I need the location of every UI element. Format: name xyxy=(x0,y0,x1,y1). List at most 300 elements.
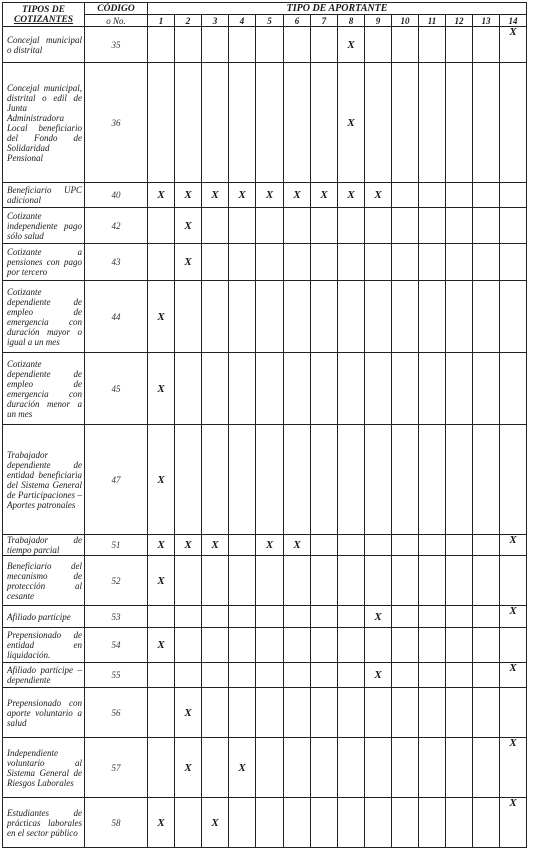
aportante-cell-14 xyxy=(500,688,527,738)
aportante-cell-1 xyxy=(148,738,175,798)
cotizante-type-cell: Prepensionado con aporte voluntario a salud xyxy=(3,688,85,738)
x-mark: X xyxy=(184,256,192,268)
aportante-cell-4 xyxy=(229,606,256,628)
aportante-cell-5 xyxy=(256,663,284,688)
aportante-cell-8 xyxy=(338,27,365,63)
aportante-cell-12 xyxy=(446,281,473,353)
cotizante-type-cell: Cotizante independiente pago sólo salud xyxy=(3,208,85,244)
aportante-cell-11 xyxy=(419,628,446,663)
table-row xyxy=(3,606,527,628)
table-row xyxy=(3,281,527,353)
x-mark: X xyxy=(157,189,165,201)
aportante-cell-8 xyxy=(338,556,365,606)
x-mark: X xyxy=(184,539,192,551)
cotizante-type-cell: Estudiantes de prácticas laborales en el sector público xyxy=(3,798,85,848)
aportante-cell-7 xyxy=(311,353,338,425)
table-row xyxy=(3,353,527,425)
column-number-10: 10 xyxy=(392,15,419,27)
aportante-cell-6 xyxy=(284,183,311,208)
aportante-cell-4 xyxy=(229,556,256,606)
table-body xyxy=(3,27,527,848)
aportante-cell-2 xyxy=(175,798,202,848)
aportante-cell-9 xyxy=(365,663,392,688)
x-mark: X xyxy=(374,610,382,623)
codigo-cell: 55 xyxy=(85,663,148,688)
aportante-cell-7 xyxy=(311,738,338,798)
x-mark: X xyxy=(509,605,517,617)
aportante-cell-10 xyxy=(392,281,419,353)
aportante-cell-7 xyxy=(311,63,338,183)
x-mark: X xyxy=(509,534,517,546)
aportante-cell-12 xyxy=(446,27,473,63)
aportante-cell-1 xyxy=(148,606,175,628)
cotizante-type-cell: Afiliado partícipe xyxy=(3,606,85,628)
aportante-cell-6 xyxy=(284,353,311,425)
aportante-cell-12 xyxy=(446,535,473,556)
aportante-cell-9 xyxy=(365,183,392,208)
x-mark: X xyxy=(211,189,219,201)
aportante-cell-3 xyxy=(202,183,229,208)
aportante-cell-8 xyxy=(338,798,365,848)
header-codigo xyxy=(85,3,148,15)
aportante-cell-9 xyxy=(365,738,392,798)
codigo-cell: 36 xyxy=(85,63,148,183)
aportante-cell-14 xyxy=(500,663,527,688)
aportante-cell-5 xyxy=(256,628,284,663)
aportante-cell-13 xyxy=(473,535,500,556)
aportante-cell-6 xyxy=(284,798,311,848)
cotizante-type-cell: Cotizante dependiente de empleo de emergencia con duración menor a un mes xyxy=(3,353,85,425)
aportante-cell-8 xyxy=(338,281,365,353)
aportante-cell-10 xyxy=(392,183,419,208)
aportante-cell-11 xyxy=(419,27,446,63)
cotizante-type-cell: Afiliado partícipe – dependiente xyxy=(3,663,85,688)
x-mark: X xyxy=(157,639,165,651)
aportante-cell-13 xyxy=(473,425,500,535)
aportante-cell-1 xyxy=(148,798,175,848)
aportante-cell-13 xyxy=(473,688,500,738)
column-number-2: 2 xyxy=(175,15,202,27)
aportante-cell-11 xyxy=(419,738,446,798)
aportante-cell-4 xyxy=(229,244,256,281)
aportante-cell-14 xyxy=(500,63,527,183)
aportante-cell-6 xyxy=(284,556,311,606)
aportante-cell-13 xyxy=(473,738,500,798)
aportante-cell-7 xyxy=(311,425,338,535)
codigo-cell: 43 xyxy=(85,244,148,281)
aportante-cell-7 xyxy=(311,798,338,848)
x-mark: X xyxy=(184,706,192,719)
aportante-cell-4 xyxy=(229,353,256,425)
aportante-cell-9 xyxy=(365,353,392,425)
aportante-cell-8 xyxy=(338,63,365,183)
aportante-cell-10 xyxy=(392,688,419,738)
aportante-cell-2 xyxy=(175,556,202,606)
codigo-cell: 42 xyxy=(85,208,148,244)
table-row xyxy=(3,535,527,556)
table-row xyxy=(3,208,527,244)
aportante-cell-11 xyxy=(419,63,446,183)
x-mark: X xyxy=(374,669,382,681)
aportante-cell-6 xyxy=(284,208,311,244)
aportante-cell-10 xyxy=(392,27,419,63)
aportante-cell-14 xyxy=(500,425,527,535)
cotizante-type-cell: Cotizante dependiente de empleo de emergencia con duración mayor o igual a un mes xyxy=(3,281,85,353)
column-number-8: 8 xyxy=(338,15,365,27)
x-mark: X xyxy=(509,26,517,38)
x-mark: X xyxy=(320,189,328,201)
aportante-cell-13 xyxy=(473,606,500,628)
aportante-cell-14 xyxy=(500,27,527,63)
table-row xyxy=(3,663,527,688)
x-mark: X xyxy=(347,38,355,51)
aportante-cell-9 xyxy=(365,208,392,244)
codigo-cell: 58 xyxy=(85,798,148,848)
aportante-cell-9 xyxy=(365,63,392,183)
aportante-cell-13 xyxy=(473,183,500,208)
aportante-cell-5 xyxy=(256,208,284,244)
cotizante-type-cell: Trabajador dependiente de entidad beneficiaria del Sistema General de Participaciones – Aportes patronales xyxy=(3,425,85,535)
aportante-cell-8 xyxy=(338,606,365,628)
aportante-cell-13 xyxy=(473,798,500,848)
table-row xyxy=(3,798,527,848)
aportante-cell-6 xyxy=(284,281,311,353)
aportante-cell-2 xyxy=(175,688,202,738)
aportante-cell-2 xyxy=(175,628,202,663)
aportante-cell-3 xyxy=(202,628,229,663)
aportante-cell-1 xyxy=(148,556,175,606)
aportante-cell-11 xyxy=(419,244,446,281)
table-row xyxy=(3,628,527,663)
x-mark: X xyxy=(157,310,165,323)
aportante-cell-3 xyxy=(202,425,229,535)
cotizante-type-cell: Beneficiario UPC adicional xyxy=(3,183,85,208)
aportante-cell-10 xyxy=(392,63,419,183)
aportante-cell-2 xyxy=(175,353,202,425)
aportante-cell-3 xyxy=(202,535,229,556)
aportante-cell-5 xyxy=(256,353,284,425)
aportante-cell-3 xyxy=(202,663,229,688)
aportante-cell-8 xyxy=(338,688,365,738)
aportante-cell-11 xyxy=(419,281,446,353)
aportante-cell-12 xyxy=(446,556,473,606)
aportante-cell-4 xyxy=(229,688,256,738)
aportante-cell-13 xyxy=(473,208,500,244)
codigo-cell: 45 xyxy=(85,353,148,425)
aportante-cell-11 xyxy=(419,535,446,556)
table-row xyxy=(3,183,527,208)
aportante-cell-8 xyxy=(338,738,365,798)
aportante-cell-5 xyxy=(256,244,284,281)
aportante-cell-1 xyxy=(148,688,175,738)
aportante-cell-7 xyxy=(311,556,338,606)
x-mark: X xyxy=(265,189,274,201)
aportante-cell-10 xyxy=(392,798,419,848)
aportante-cell-3 xyxy=(202,208,229,244)
aportante-cell-14 xyxy=(500,353,527,425)
cotizante-type-cell: Beneficiario del mecanismo de protección al cesante xyxy=(3,556,85,606)
x-mark: X xyxy=(238,189,246,201)
table-row xyxy=(3,27,527,63)
header-tipos-line2: COTIZANTES xyxy=(13,14,74,25)
aportante-cell-8 xyxy=(338,208,365,244)
aportante-cell-13 xyxy=(473,353,500,425)
codigo-cell: 44 xyxy=(85,281,148,353)
aportante-cell-12 xyxy=(446,688,473,738)
aportante-cell-9 xyxy=(365,281,392,353)
aportante-cell-2 xyxy=(175,663,202,688)
x-mark: X xyxy=(211,816,219,829)
codigo-cell: 52 xyxy=(85,556,148,606)
header-tipos-line1: TIPOS DE xyxy=(21,4,66,15)
x-mark: X xyxy=(238,761,246,774)
aportante-cell-2 xyxy=(175,535,202,556)
aportante-cell-11 xyxy=(419,556,446,606)
cotizante-type-cell: Cotizante a pensiones con pago por tercero xyxy=(3,244,85,281)
x-mark: X xyxy=(157,574,165,587)
aportante-cell-4 xyxy=(229,27,256,63)
aportante-cell-11 xyxy=(419,353,446,425)
aportante-cell-9 xyxy=(365,535,392,556)
aportante-cell-5 xyxy=(256,425,284,535)
aportante-cell-3 xyxy=(202,556,229,606)
aportante-cell-12 xyxy=(446,628,473,663)
aportante-cell-5 xyxy=(256,63,284,183)
column-number-13: 13 xyxy=(473,15,500,27)
aportante-cell-10 xyxy=(392,244,419,281)
column-number-4: 4 xyxy=(229,15,256,27)
aportante-cell-2 xyxy=(175,738,202,798)
aportante-cell-10 xyxy=(392,556,419,606)
aportante-cell-5 xyxy=(256,688,284,738)
aportante-cell-7 xyxy=(311,183,338,208)
aportante-cell-1 xyxy=(148,535,175,556)
x-mark: X xyxy=(157,539,165,551)
codigo-cell: 54 xyxy=(85,628,148,663)
aportante-cell-9 xyxy=(365,244,392,281)
aportante-cell-7 xyxy=(311,535,338,556)
aportante-cell-13 xyxy=(473,628,500,663)
x-mark: X xyxy=(184,219,192,232)
aportante-cell-10 xyxy=(392,353,419,425)
column-number-9: 9 xyxy=(365,15,392,27)
aportante-cell-10 xyxy=(392,738,419,798)
aportante-cell-5 xyxy=(256,535,284,556)
aportante-cell-6 xyxy=(284,606,311,628)
aportante-cell-4 xyxy=(229,535,256,556)
aportante-cell-2 xyxy=(175,425,202,535)
codigo-cell: 53 xyxy=(85,606,148,628)
aportante-cell-2 xyxy=(175,208,202,244)
aportante-cell-5 xyxy=(256,798,284,848)
aportante-cell-13 xyxy=(473,63,500,183)
header-codigo-no: o No. xyxy=(85,15,148,27)
codigo-cell: 57 xyxy=(85,738,148,798)
aportante-cell-5 xyxy=(256,183,284,208)
cotizante-type-cell: Independiente voluntario al Sistema General de Riesgos Laborales xyxy=(3,738,85,798)
aportante-cell-1 xyxy=(148,353,175,425)
column-number-1: 1 xyxy=(148,15,175,27)
aportante-cell-12 xyxy=(446,425,473,535)
aportante-cell-4 xyxy=(229,183,256,208)
aportante-cell-6 xyxy=(284,663,311,688)
aportante-cell-3 xyxy=(202,688,229,738)
aportante-cell-8 xyxy=(338,663,365,688)
aportante-cell-5 xyxy=(256,556,284,606)
aportante-cell-9 xyxy=(365,425,392,535)
table-row xyxy=(3,556,527,606)
aportante-cell-2 xyxy=(175,27,202,63)
aportante-cell-2 xyxy=(175,63,202,183)
x-mark: X xyxy=(509,797,517,809)
column-number-11: 11 xyxy=(419,15,446,27)
aportante-cell-12 xyxy=(446,738,473,798)
aportante-cell-2 xyxy=(175,244,202,281)
aportante-cell-9 xyxy=(365,556,392,606)
codigo-cell: 56 xyxy=(85,688,148,738)
cotizante-type-cell: Concejal municipal o distrital xyxy=(3,27,85,63)
cotizantes-aportante-table xyxy=(2,2,527,848)
aportante-cell-1 xyxy=(148,63,175,183)
aportante-cell-13 xyxy=(473,556,500,606)
x-mark: X xyxy=(374,189,382,201)
aportante-cell-1 xyxy=(148,425,175,535)
aportante-cell-10 xyxy=(392,208,419,244)
x-mark: X xyxy=(157,816,165,829)
aportante-cell-8 xyxy=(338,183,365,208)
aportante-cell-14 xyxy=(500,281,527,353)
column-number-5: 5 xyxy=(256,15,284,27)
aportante-cell-12 xyxy=(446,183,473,208)
table-row xyxy=(3,244,527,281)
aportante-cell-10 xyxy=(392,606,419,628)
x-mark: X xyxy=(293,539,301,551)
aportante-cell-1 xyxy=(148,183,175,208)
aportante-cell-1 xyxy=(148,244,175,281)
aportante-cell-8 xyxy=(338,353,365,425)
aportante-cell-9 xyxy=(365,628,392,663)
aportante-cell-4 xyxy=(229,63,256,183)
aportante-cell-11 xyxy=(419,425,446,535)
cotizante-type-cell: Prepensionado de entidad en liquidación. xyxy=(3,628,85,663)
table-row xyxy=(3,688,527,738)
aportante-cell-2 xyxy=(175,183,202,208)
aportante-cell-14 xyxy=(500,535,527,556)
codigo-cell: 40 xyxy=(85,183,148,208)
aportante-cell-12 xyxy=(446,63,473,183)
aportante-cell-12 xyxy=(446,353,473,425)
aportante-cell-2 xyxy=(175,606,202,628)
aportante-cell-14 xyxy=(500,183,527,208)
column-number-3: 3 xyxy=(202,15,229,27)
column-number-7: 7 xyxy=(311,15,338,27)
aportante-cell-7 xyxy=(311,628,338,663)
x-mark: X xyxy=(293,189,301,201)
table-row xyxy=(3,63,527,183)
aportante-cell-14 xyxy=(500,738,527,798)
codigo-cell: 35 xyxy=(85,27,148,63)
aportante-cell-1 xyxy=(148,27,175,63)
aportante-cell-11 xyxy=(419,798,446,848)
aportante-cell-14 xyxy=(500,556,527,606)
aportante-cell-12 xyxy=(446,663,473,688)
aportante-cell-9 xyxy=(365,798,392,848)
cotizante-type-cell: Concejal municipal, distrital o edil de Junta Administradora Local beneficiario del Fondo de Solidaridad Pensional xyxy=(3,63,85,183)
codigo-cell: 51 xyxy=(85,535,148,556)
table-row xyxy=(3,738,527,798)
codigo-cell: 47 xyxy=(85,425,148,535)
aportante-cell-5 xyxy=(256,281,284,353)
aportante-cell-3 xyxy=(202,353,229,425)
x-mark: X xyxy=(347,116,355,129)
aportante-cell-7 xyxy=(311,281,338,353)
aportante-cell-5 xyxy=(256,738,284,798)
aportante-cell-12 xyxy=(446,208,473,244)
aportante-cell-11 xyxy=(419,663,446,688)
aportante-cell-3 xyxy=(202,27,229,63)
aportante-cell-5 xyxy=(256,27,284,63)
x-mark: X xyxy=(211,539,219,551)
aportante-cell-7 xyxy=(311,688,338,738)
aportante-cell-4 xyxy=(229,208,256,244)
aportante-cell-3 xyxy=(202,281,229,353)
aportante-cell-10 xyxy=(392,663,419,688)
aportante-cell-14 xyxy=(500,798,527,848)
x-mark: X xyxy=(509,737,517,749)
aportante-cell-14 xyxy=(500,244,527,281)
aportante-cell-1 xyxy=(148,281,175,353)
header-row-1 xyxy=(3,3,527,15)
aportante-cell-8 xyxy=(338,535,365,556)
aportante-cell-11 xyxy=(419,606,446,628)
aportante-cell-7 xyxy=(311,208,338,244)
aportante-cell-7 xyxy=(311,663,338,688)
x-mark: X xyxy=(184,761,192,774)
x-mark: X xyxy=(157,382,165,395)
aportante-cell-2 xyxy=(175,281,202,353)
aportante-cell-10 xyxy=(392,425,419,535)
aportante-cell-4 xyxy=(229,425,256,535)
aportante-cell-4 xyxy=(229,663,256,688)
aportante-cell-14 xyxy=(500,208,527,244)
aportante-cell-8 xyxy=(338,244,365,281)
aportante-cell-6 xyxy=(284,628,311,663)
aportante-cell-12 xyxy=(446,606,473,628)
aportante-cell-12 xyxy=(446,244,473,281)
x-mark: X xyxy=(157,473,165,486)
aportante-cell-5 xyxy=(256,606,284,628)
aportante-cell-12 xyxy=(446,798,473,848)
aportante-cell-9 xyxy=(365,688,392,738)
aportante-cell-7 xyxy=(311,244,338,281)
aportante-cell-9 xyxy=(365,606,392,628)
aportante-cell-1 xyxy=(148,663,175,688)
aportante-cell-11 xyxy=(419,183,446,208)
column-number-12: 12 xyxy=(446,15,473,27)
aportante-cell-9 xyxy=(365,27,392,63)
aportante-cell-6 xyxy=(284,688,311,738)
aportante-cell-7 xyxy=(311,606,338,628)
aportante-cell-3 xyxy=(202,798,229,848)
aportante-cell-10 xyxy=(392,535,419,556)
aportante-cell-1 xyxy=(148,208,175,244)
aportante-cell-6 xyxy=(284,425,311,535)
aportante-cell-11 xyxy=(419,208,446,244)
aportante-cell-3 xyxy=(202,63,229,183)
aportante-cell-4 xyxy=(229,628,256,663)
aportante-cell-3 xyxy=(202,606,229,628)
aportante-cell-3 xyxy=(202,738,229,798)
